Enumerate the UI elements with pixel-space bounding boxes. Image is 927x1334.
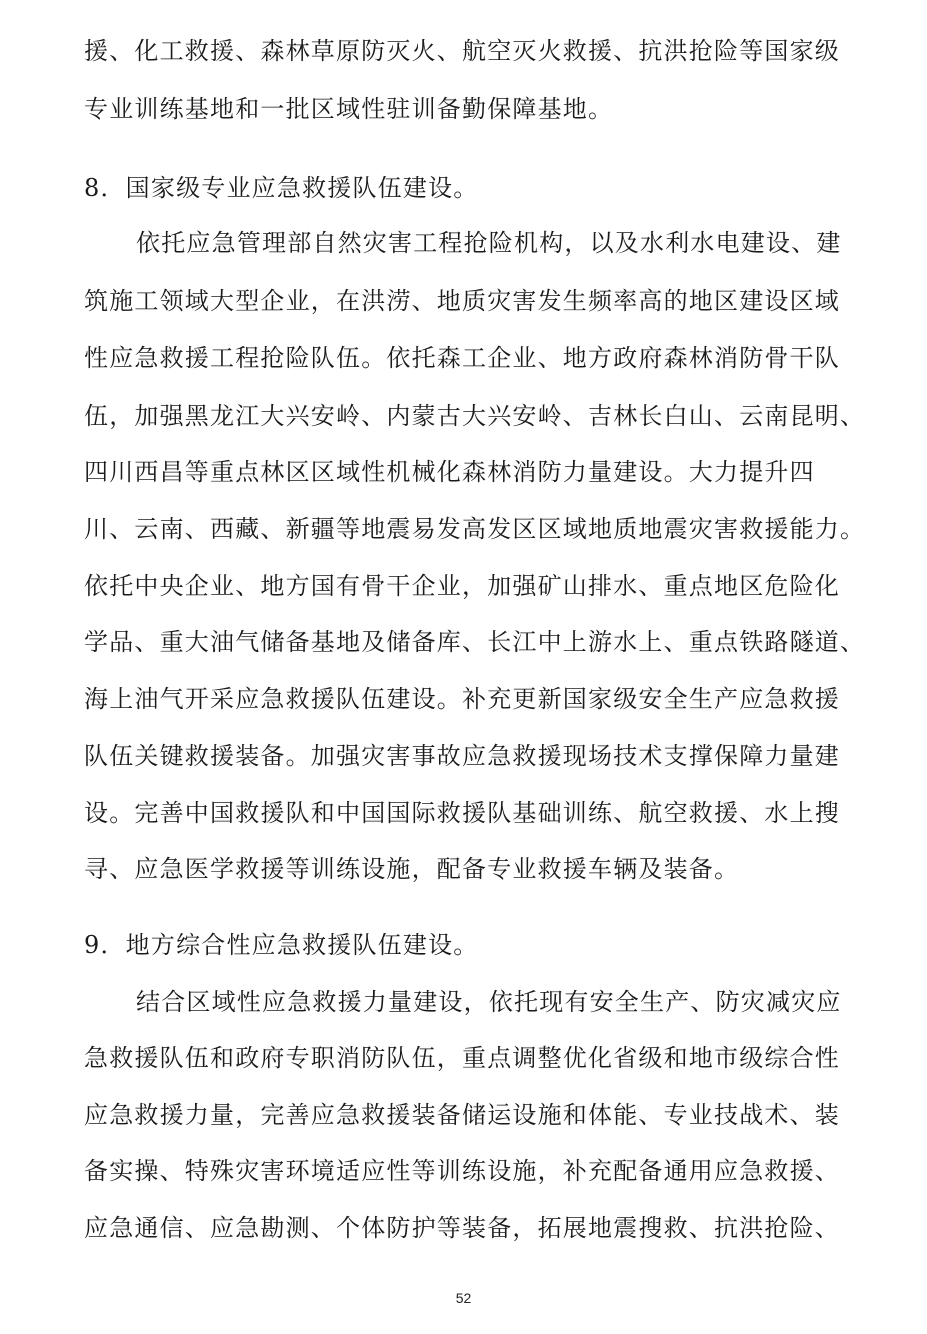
body-text-line: 备实操、特殊灾害环境适应性等训练设施，补充配备通用应急救援、 bbox=[84, 1157, 840, 1185]
body-text-line: 应急通信、应急勘测、个体防护等装备，拓展地震搜救、抗洪抢险、 bbox=[84, 1214, 840, 1242]
body-text-line: 筑施工领域大型企业，在洪涝、地质灾害发生频率高的地区建设区域 bbox=[84, 287, 840, 315]
body-text-line: 结合区域性应急救援力量建设，依托现有安全生产、防灾减灾应 bbox=[136, 988, 842, 1016]
body-text-line: 设。完善中国救援队和中国国际救援队基础训练、航空救援、水上搜 bbox=[84, 799, 840, 827]
body-text-line: 寻、应急医学救援等训练设施，配备专业救援车辆及装备。 bbox=[84, 855, 740, 883]
body-text-line: 川、云南、西藏、新疆等地震易发高发区区域地质地震灾害救援能力。 bbox=[84, 515, 866, 543]
body-text-line: 海上油气开采应急救援队伍建设。补充更新国家级安全生产应急救援 bbox=[84, 685, 840, 713]
section-heading-8: 8．国家级专业应急救援队伍建设。 bbox=[84, 174, 479, 202]
body-text-line: 性应急救援工程抢险队伍。依托森工企业、地方政府森林消防骨干队 bbox=[84, 344, 840, 372]
body-text-line: 学品、重大油气储备基地及储备库、长江中上游水上、重点铁路隧道、 bbox=[84, 628, 866, 656]
body-text-line: 依托中央企业、地方国有骨干企业，加强矿山排水、重点地区危险化 bbox=[84, 572, 840, 600]
page-number: 52 bbox=[455, 1290, 472, 1306]
body-text-line: 急救援队伍和政府专职消防队伍，重点调整优化省级和地市级综合性 bbox=[84, 1044, 840, 1072]
body-text-line: 援、化工救援、森林草原防灭火、航空灭火救援、抗洪抢险等国家级 bbox=[84, 37, 840, 65]
body-text-line: 应急救援力量，完善应急救援装备储运设施和体能、专业技战术、装 bbox=[84, 1101, 840, 1129]
body-text-line: 伍，加强黑龙江大兴安岭、内蒙古大兴安岭、吉林长白山、云南昆明、 bbox=[84, 402, 866, 430]
body-text-line: 依托应急管理部自然灾害工程抢险机构，以及水利水电建设、建 bbox=[136, 229, 842, 257]
body-text-line: 专业训练基地和一批区域性驻训备勤保障基地。 bbox=[84, 95, 614, 123]
body-text-line: 四川西昌等重点林区区域性机械化森林消防力量建设。大力提升四 bbox=[84, 458, 815, 486]
section-heading-9: 9．地方综合性应急救援队伍建设。 bbox=[84, 931, 479, 959]
body-text-line: 队伍关键救援装备。加强灾害事故应急救援现场技术支撑保障力量建 bbox=[84, 742, 840, 770]
